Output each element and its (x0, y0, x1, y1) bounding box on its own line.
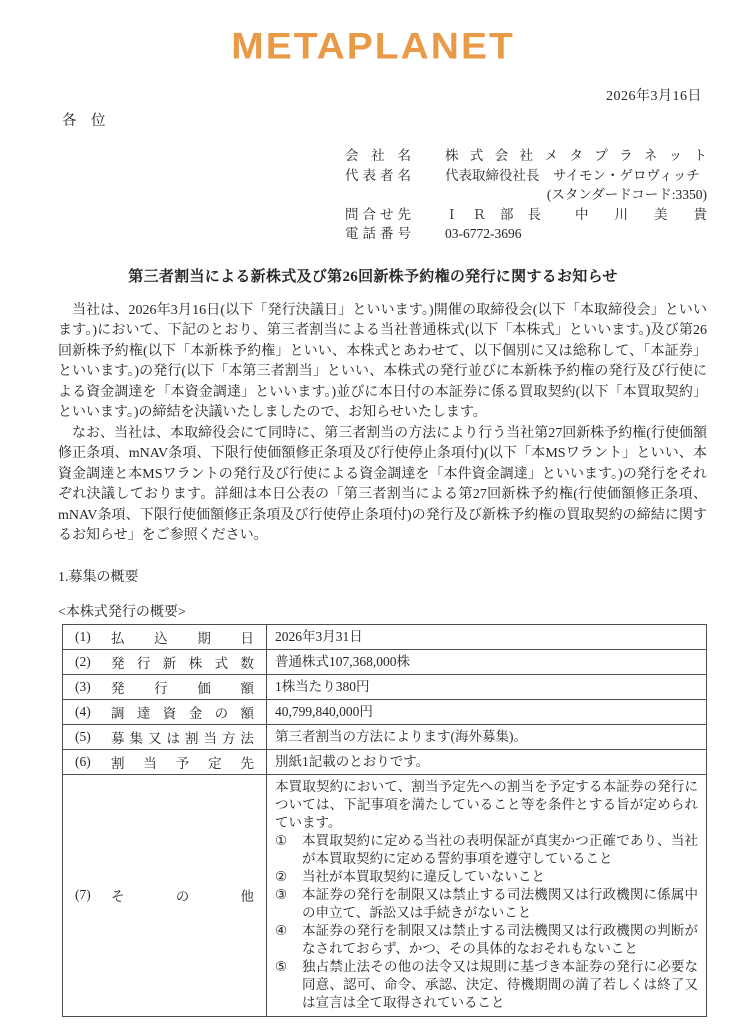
spacer (411, 146, 445, 166)
row-label-cell (63, 699, 267, 724)
condition-item (275, 886, 698, 922)
company-name-row (345, 146, 707, 166)
row-number: (4) (75, 703, 91, 719)
table-row (63, 674, 707, 699)
document-title: 第三者割当による新株式及び第26回新株予約権の発行に関するお知らせ (128, 268, 618, 285)
company-name-label: 会社名 (345, 148, 411, 163)
contact-label: 問合せ先 (345, 206, 411, 222)
standard-code-note: (スタンダードコード:3350) (546, 187, 707, 202)
row-number: (7) (75, 887, 91, 902)
condition-number: ⑤ (275, 958, 288, 974)
contact-person-name: 中川美貴 (575, 206, 707, 222)
row-label-cell (63, 624, 267, 649)
condition-number: ④ (275, 922, 288, 938)
row-label: 割当予定先 (111, 755, 254, 771)
row-value: 40,799,840,000円 (267, 699, 707, 724)
offering-summary-table (62, 624, 707, 1017)
condition-item (275, 922, 698, 958)
salutation: 各 位 (62, 113, 106, 129)
row-value: 2026年3月31日 (267, 624, 707, 649)
row-label-cell (63, 774, 267, 1016)
condition-text: 本買取契約に定める当社の表明保証が真実かつ正確であり、当社が本買取契約に定める誓約事項を遵守していること (302, 832, 698, 866)
contact-value (445, 205, 707, 225)
condition-item (275, 958, 698, 1012)
spacer (411, 224, 445, 244)
row-label: その他 (111, 889, 254, 904)
section-1-heading: 1.募集の概要 (58, 569, 139, 585)
document-date: 2026年3月16日 (606, 89, 702, 104)
condition-text: 独占禁止法その他の法令又は規則に基づき本証券の発行に必要な同意、認可、命令、承認、決定、待機期間の満了若しくは終了又は宣言は全て取得されていること (302, 958, 698, 1010)
row-label-cell (63, 749, 267, 774)
conditions-list (275, 832, 698, 1012)
table-row (63, 624, 707, 649)
spacer (411, 205, 445, 225)
body-text (58, 301, 707, 547)
row-label-cell (63, 724, 267, 749)
row-label: 募集又は割当方法 (111, 730, 254, 746)
row-label: 払込期日 (111, 630, 254, 646)
company-info-block (345, 146, 707, 244)
representative-value: 代表取締役社長 サイモン・ゲロヴィッチ (445, 167, 700, 183)
row-number: (2) (75, 653, 91, 669)
row-number: (1) (75, 628, 91, 644)
phone-row (345, 224, 707, 244)
representative-label: 代表者名 (345, 167, 411, 183)
row-label: 調達資金の額 (111, 705, 254, 721)
row-number: (6) (75, 753, 91, 769)
condition-item (275, 832, 698, 868)
row-value: 普通株式107,368,000株 (267, 649, 707, 674)
row-label: 発行新株式数 (111, 655, 254, 671)
condition-item (275, 868, 698, 886)
condition-number: ③ (275, 886, 288, 902)
row-label-cell (63, 674, 267, 699)
condition-text: 本証券の発行を制限又は禁止する司法機関又は行政機関の判断がなされておらず、かつ、その具体的なおそれもないこと (302, 922, 698, 956)
stock-issuance-subheading: <本株式発行の概要> (58, 604, 186, 620)
phone-label: 電話番号 (345, 226, 411, 241)
row-value: 1株当たり380円 (267, 674, 707, 699)
row-value-other-conditions (267, 774, 707, 1016)
phone-value: 03-6772-3696 (445, 226, 522, 241)
metaplanet-logo: METAPLANET (231, 25, 515, 68)
body-paragraph-2: なお、当社は、本取締役会にて同時に、第三者割当の方法により行う当社第27回新株予約権(行使価額修正条項、mNAV条項、下限行使価額修正条項及び行使停止条項付)(以下「本MSワラント」といい、本資金調達と本MSワラントの発行及び行使による資金調達を「本件資金調達」といいます。)の発行をそれぞれ決議しております。詳細は本日公表の「第三者割当による第27回新株予約権(行使価額修正条項、mNAV条項、下限行使価額修正条項及び行使停止条項付)の発行及び新株予約権の買取契約の締結に関するお知らせ」をご参照ください。 (58, 425, 707, 543)
spacer (411, 166, 445, 186)
conditions-intro: 本買取契約において、割当予定先への割当を予定する本証券の発行については、下記事項を満たしていること等を条件とする旨が定められています。 (275, 778, 698, 830)
contact-row (345, 205, 707, 225)
condition-number: ① (275, 832, 288, 848)
condition-text: 本証券の発行を制限又は禁止する司法機関又は行政機関に係属中の申立て、訴訟又は手続きがないこと (302, 886, 698, 920)
row-value: 第三者割当の方法によります(海外募集)。 (267, 724, 707, 749)
company-name-value: 株式会社メタプラネット (445, 148, 707, 163)
logo-row (0, 0, 746, 69)
row-number: (3) (75, 678, 91, 694)
table-row (63, 749, 707, 774)
table-row (63, 774, 707, 1016)
row-number: (5) (75, 728, 91, 744)
body-paragraph-1: 当社は、2026年3月16日(以下「発行決議日」といいます。)開催の取締役会(以下「本取締役会」といいます。)において、下記のとおり、第三者割当による当社普通株式(以下「本株式」といいます。)及び第26回新株予約権(以下「本新株予約権」といい、本株式とあわせて、以下個別に又は総称して、「本証券」といいます。)の発行(以下「本第三者割当」といい、本株式の発行並びに本新株予約権の発行及び行使による資金調達を「本資金調達」といいます。)並びに本日付の本証券に係る買取契約(以下「本買取契約」といいます。)の締結を決議いたしましたので、お知らせいたします。 (58, 302, 707, 420)
row-value: 別紙1記載のとおりです。 (267, 749, 707, 774)
table-row (63, 699, 707, 724)
table-row (63, 649, 707, 674)
row-label: 発行価額 (111, 680, 254, 696)
condition-number: ② (275, 868, 288, 884)
representative-row (345, 166, 707, 186)
table-row (63, 724, 707, 749)
contact-department: ＩＲ部長 (445, 206, 541, 222)
condition-text: 当社が本買取契約に違反していないこと (302, 868, 545, 884)
row-label-cell (63, 649, 267, 674)
